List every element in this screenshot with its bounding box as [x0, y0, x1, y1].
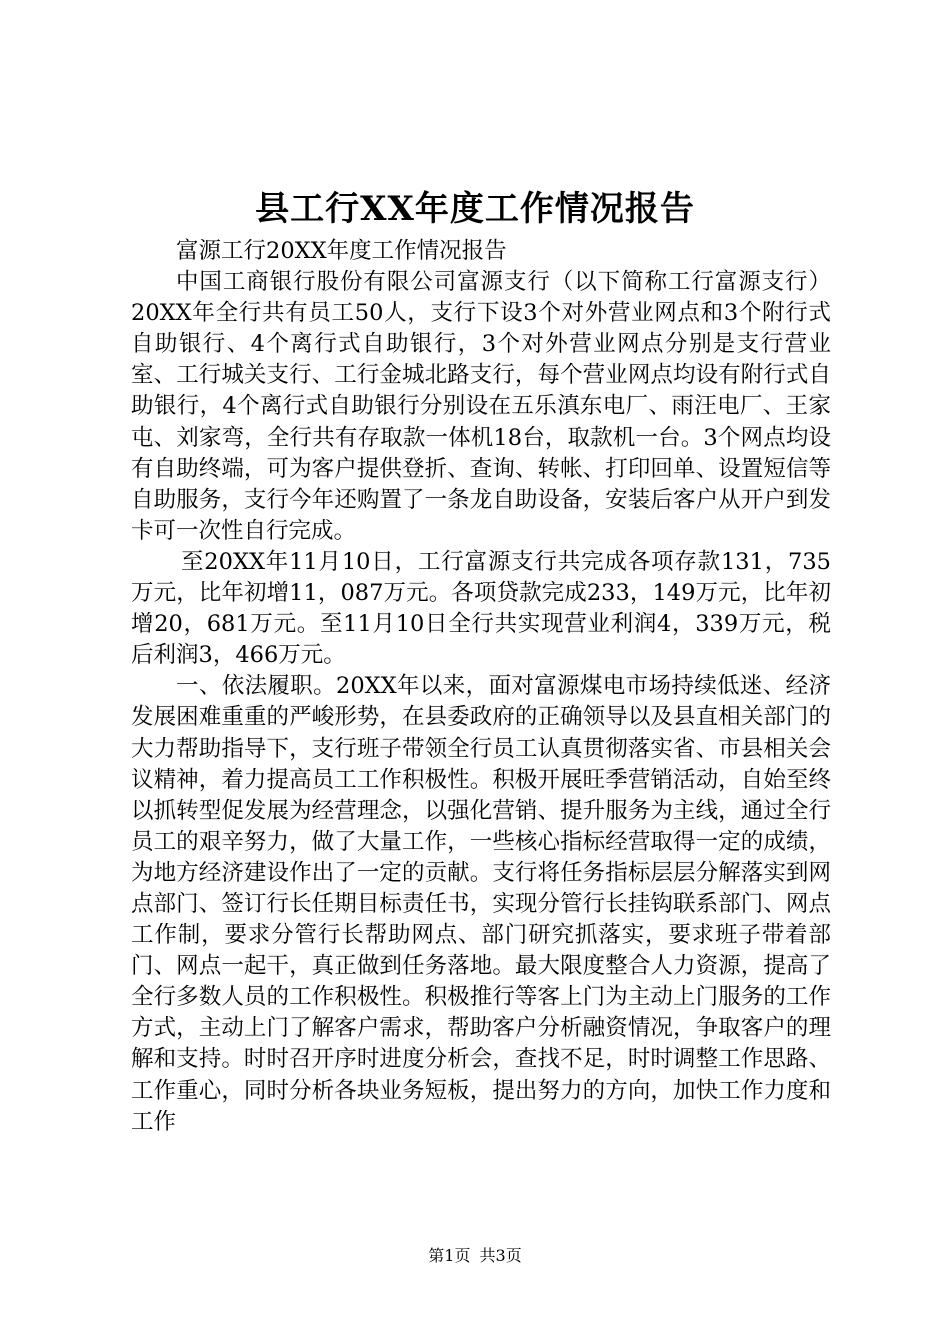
figures-paragraph: 至20XX年11月10日，工行富源支行共完成各项存款131，735万元，比年初增11，087万元。各项贷款完成233，149万元，比年初增20，681万元。至11月10日全行共实现营业利润4，339万元，税后利润3，466万元。	[131, 548, 831, 669]
page-number: 第1页	[428, 1246, 471, 1265]
document-body	[131, 236, 831, 1138]
page-total: 共3页	[479, 1246, 522, 1265]
subtitle-paragraph: 富源工行20XX年度工作情况报告	[176, 238, 507, 264]
page-footer	[0, 1244, 950, 1268]
overview-paragraph: 中国工商银行股份有限公司富源支行（以下简称工行富源支行）20XX年全行共有员工50人，支行下设3个对外营业网点和3个附行式自助银行、4个离行式自助银行，3个对外营业网点分别是支行营业室、工行城关支行、工行金城北路支行，每个营业网点均设有附行式自助银行，4个离行式自助银行分别设在五乐滇东电厂、雨汪电厂、王家屯、刘家弯，全行共有存取款一体机18台，取款机一台。3个网点均设有自助终端，可为客户提供登折、查询、转帐、打印回单、设置短信等自助服务，支行今年还购置了一条龙自助设备，安装后客户从开户到发卡可一次性自行完成。	[131, 269, 831, 544]
section-one-paragraph: 一、依法履职。20XX年以来，面对富源煤电市场持续低迷、经济发展困难重重的严峻形势，在县委政府的正确领导以及县直相关部门的大力帮助指导下，支行班子带领全行员工认真贯彻落实省、市县相关会议精神，着力提高员工工作积极性。积极开展旺季营销活动，自始至终以抓转型促发展为经营理念，以强化营销、提升服务为主线，通过全行员工的艰辛努力，做了大量工作，一些核心指标经营取得一定的成绩，为地方经济建设作出了一定的贡献。支行将任务指标层层分解落实到网点部门、签订行长任期目标责任书，实现分管行长挂钩联系部门、网点工作制，要求分管行长帮助网点、部门研究抓落实，要求班子带着部门、网点一起干，真正做到任务落地。最大限度整合人力资源，提高了全行多数人员的工作积极性。积极推行等客上门为主动上门服务的工作方式，主动上门了解客户需求，帮助客户分析融资情况，争取客户的理解和支持。时时召开序时进度分析会，查找不足，时时调整工作思路、工作重心，同时分析各块业务短板，提出努力的方向，加快工作力度和工作	[131, 673, 831, 1135]
document-title: 县工行XX年度工作情况报告	[255, 189, 695, 229]
